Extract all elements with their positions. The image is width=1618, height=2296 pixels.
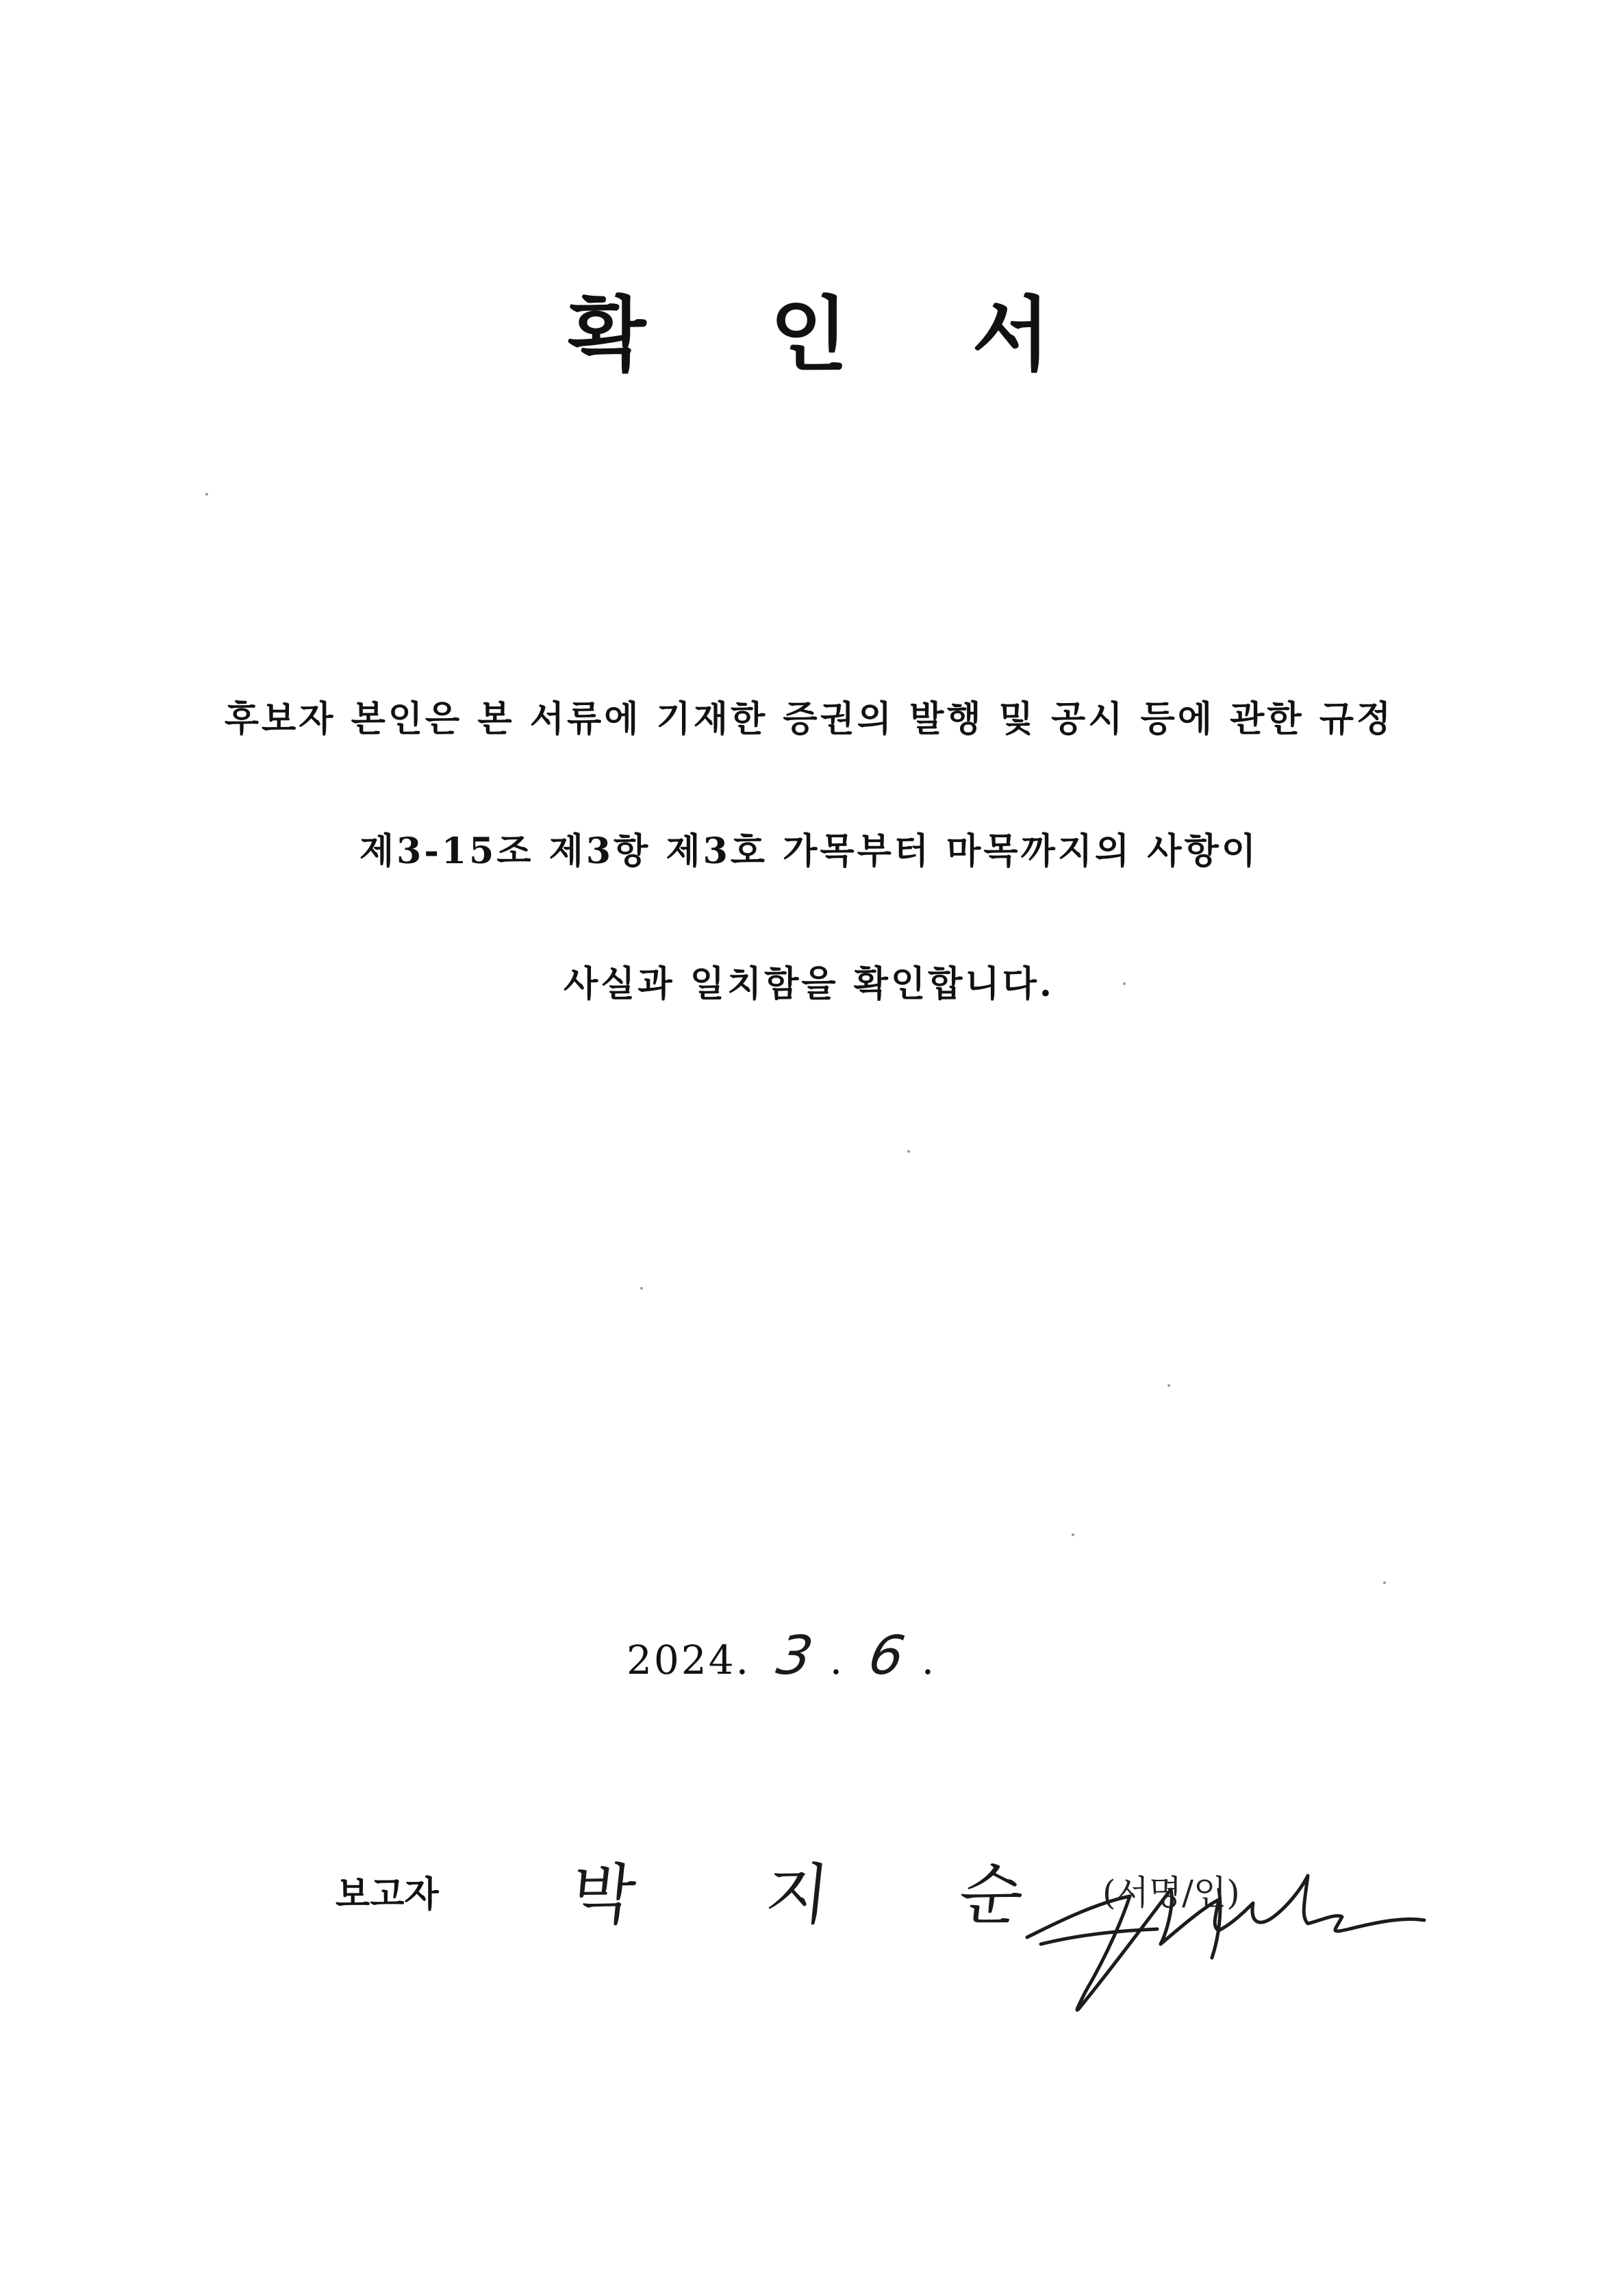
scan-speck [205,493,208,496]
date-month-handwritten: 3 [772,1625,818,1687]
handwritten-signature [1013,1848,1438,2019]
body-line-1: 후보자 본인은 본 서류에 기재한 증권의 발행 및 공시 등에 관한 규정 [224,698,1394,740]
scan-speck [1167,1384,1170,1387]
date-row [627,1625,935,1687]
body-line-3: 사실과 일치함을 확인합니다. [563,963,1055,1005]
document-title: 확 인 서 [568,287,1098,382]
date-separator-end: . [921,1637,935,1683]
scan-speck [1383,1581,1386,1584]
reporter-name-handwritten: 박 지 순 [568,1857,1083,1933]
date-day-handwritten: 6 [864,1625,909,1687]
body-line-2: 제3-15조 제3항 제3호 가목부터 마목까지의 사항이 [359,830,1259,872]
date-separator: . [829,1637,843,1683]
scan-speck [1123,982,1126,985]
date-year: 2024. [627,1637,751,1683]
scan-speck [907,1150,910,1153]
sign-seal-mark: (서명/인) [1102,1873,1240,1913]
scan-speck [1072,1533,1074,1536]
scan-speck [640,1287,643,1290]
reporter-label: 보고자 [336,1874,439,1915]
